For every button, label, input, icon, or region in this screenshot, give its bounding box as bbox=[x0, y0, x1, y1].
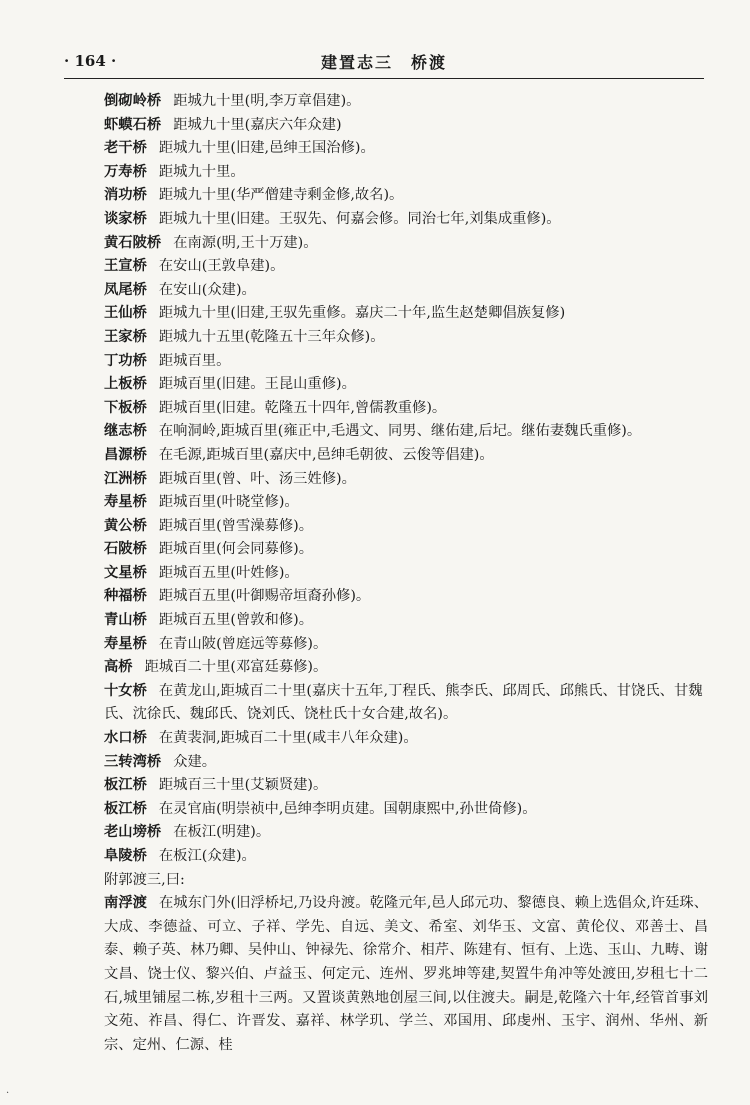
bridge-entry bbox=[76, 585, 708, 609]
page-header bbox=[64, 46, 704, 76]
bridge-entry bbox=[76, 680, 708, 727]
bridge-name: 十女桥 bbox=[104, 682, 147, 699]
bridge-name: 种福桥 bbox=[104, 588, 147, 605]
bridge-desc: 在安山(众建)。 bbox=[158, 281, 256, 298]
ferry-desc: 在城东门外(旧浮桥圮,乃设舟渡。乾隆元年,邑人邱元功、黎德良、赖上选倡众,许廷珠、大成、李德益、可立、子祥、学先、自远、美文、希室、刘华玉、文富、黄伦仪、邓善士、昌泰、赖子英、林乃卿、吴仲山、钟禄先、徐常介、相芹、陈建有、恒有、上选、玉山、九畴、谢文昌、饶士仪、黎兴伯、卢益玉、何定元、连州、罗兆坤等建,契置牛角冲等处渡田,岁租七十二石,城里铺屋二栋,岁租十三两。又置谈黄熟地创屋三间,以住渡夫。嗣是,乾隆六十年,经管首事刘文苑、祚昌、得仁、许晋发、嘉祥、林学玑、学兰、邓国用、邱虔州、玉宇、润州、华州、新宗、定州、仁源、桂 bbox=[104, 895, 708, 1053]
bridge-name: 石陂桥 bbox=[104, 541, 147, 558]
bridge-name: 昌源桥 bbox=[104, 446, 147, 463]
bridge-entry bbox=[76, 845, 708, 869]
bridge-desc: 距城九十里(嘉庆六年众建) bbox=[173, 116, 342, 133]
bridge-entry bbox=[76, 444, 708, 468]
bridge-desc: 距城九十五里(乾隆五十三年众修)。 bbox=[158, 328, 385, 345]
bridge-desc: 距城百里(曾、叶、汤三姓修)。 bbox=[158, 470, 356, 487]
bridge-desc: 距城九十里(华严僧建寺剩金修,故名)。 bbox=[158, 187, 404, 204]
bridge-name: 黄石陂桥 bbox=[104, 234, 162, 251]
bridge-name: 王仙桥 bbox=[104, 305, 147, 322]
bridge-entry bbox=[76, 774, 708, 798]
bridge-desc: 在青山陂(曾庭远等募修)。 bbox=[158, 635, 328, 652]
bridge-name: 下板桥 bbox=[104, 399, 147, 416]
bridge-name: 虾蟆石桥 bbox=[104, 116, 162, 133]
running-title: 建置志三 桥渡 bbox=[320, 53, 447, 72]
bridge-desc: 在灵官庙(明崇祯中,邑绅李明贞建。国朝康熙中,孙世倚修)。 bbox=[158, 800, 537, 817]
bridge-entry bbox=[76, 491, 708, 515]
bridge-desc: 距城百里(叶晓堂修)。 bbox=[158, 494, 299, 511]
bridge-entry bbox=[76, 397, 708, 421]
bridge-entry bbox=[76, 350, 708, 374]
bridge-name: 王宣桥 bbox=[104, 258, 147, 275]
bridge-desc: 在板江(明建)。 bbox=[173, 824, 271, 841]
bridge-desc: 距城百五里(叶姓修)。 bbox=[158, 564, 299, 581]
bridge-name: 老干桥 bbox=[104, 140, 147, 157]
bridge-entry bbox=[76, 821, 708, 845]
bridge-entry bbox=[76, 208, 708, 232]
bridge-name: 高桥 bbox=[104, 659, 133, 676]
bridge-name: 黄公桥 bbox=[104, 517, 147, 534]
bridge-desc: 距城百里(旧建。乾隆五十四年,曾儒教重修)。 bbox=[158, 399, 447, 416]
bridge-name: 寿星桥 bbox=[104, 635, 147, 652]
bridge-name: 上板桥 bbox=[104, 376, 147, 393]
bridge-name: 继志桥 bbox=[104, 423, 147, 440]
bridge-name: 阜陵桥 bbox=[104, 848, 147, 864]
bridge-name: 板江桥 bbox=[104, 777, 147, 794]
bridge-desc: 距城百三十里(艾颖贤建)。 bbox=[158, 777, 328, 794]
bridge-name: 凤尾桥 bbox=[104, 281, 147, 298]
scan-speck: · bbox=[6, 1088, 10, 1099]
bridge-name: 水口桥 bbox=[104, 730, 147, 747]
bridge-desc: 距城百二十里(邓富廷募修)。 bbox=[144, 659, 328, 676]
bridge-entry bbox=[76, 279, 708, 303]
bridge-name: 文星桥 bbox=[104, 564, 147, 581]
bridge-name: 青山桥 bbox=[104, 612, 147, 629]
bridge-desc: 距城九十里(旧建。王驭先、何嘉会修。同治七年,刘集成重修)。 bbox=[158, 210, 561, 227]
page-number: · 164 · bbox=[64, 52, 117, 70]
bridge-name: 万寿桥 bbox=[104, 163, 147, 180]
page-body bbox=[76, 90, 708, 1057]
bridge-desc: 距城九十里(旧建,王驭先重修。嘉庆二十年,监生赵楚卿倡族复修) bbox=[158, 305, 566, 322]
bridge-entry bbox=[76, 161, 708, 185]
bridge-name: 谈家桥 bbox=[104, 210, 147, 227]
bridge-desc: 距城百里(曾雪澡募修)。 bbox=[158, 517, 314, 534]
ferry-name: 南浮渡 bbox=[104, 895, 147, 912]
bridge-desc: 众建。 bbox=[173, 753, 217, 770]
bridge-entry bbox=[76, 137, 708, 161]
bridge-desc: 距城百五里(曾敦和修)。 bbox=[158, 612, 314, 629]
bridge-desc: 在南源(明,王十万建)。 bbox=[173, 234, 318, 251]
bridge-name: 消功桥 bbox=[104, 187, 147, 204]
bridge-desc: 距城百里(旧建。王昆山重修)。 bbox=[158, 376, 356, 393]
bridge-entry bbox=[76, 656, 708, 680]
bridge-entry bbox=[76, 184, 708, 208]
bridge-entry bbox=[76, 420, 708, 444]
bridge-desc: 距城九十里(明,李万章倡建)。 bbox=[173, 93, 361, 109]
bridge-entry bbox=[76, 751, 708, 775]
bridge-desc: 距城百里。 bbox=[158, 352, 231, 369]
bridge-desc: 距城九十里。 bbox=[158, 163, 245, 180]
bridge-entry bbox=[76, 302, 708, 326]
bridge-name: 三转湾桥 bbox=[104, 753, 162, 770]
header-rule bbox=[64, 78, 704, 79]
bridge-entry bbox=[76, 609, 708, 633]
bridge-name: 王家桥 bbox=[104, 328, 147, 345]
bridge-entry bbox=[76, 727, 708, 751]
bridge-desc: 在毛源,距城百里(嘉庆中,邑绅毛朝彼、云俊等倡建)。 bbox=[158, 446, 494, 463]
bridge-entry bbox=[76, 90, 708, 114]
bridge-entry bbox=[76, 798, 708, 822]
bridge-desc: 在黄裴洞,距城百二十里(咸丰八年众建)。 bbox=[158, 730, 418, 747]
bridge-desc: 在板江(众建)。 bbox=[158, 848, 256, 864]
bridge-entry bbox=[76, 232, 708, 256]
bridge-name: 寿星桥 bbox=[104, 494, 147, 511]
bridge-desc: 在黄龙山,距城百二十里(嘉庆十五年,丁程氏、熊李氏、邱周氏、邱熊氏、甘饶氏、甘魏氏、沈徐氏、魏邱氏、饶刘氏、饶杜氏十女合建,故名)。 bbox=[104, 682, 703, 723]
bridge-entry bbox=[76, 468, 708, 492]
ferry-entry bbox=[76, 892, 708, 1057]
bridge-entry bbox=[76, 373, 708, 397]
bridge-name: 板江桥 bbox=[104, 800, 147, 817]
bridge-desc: 在安山(王敦阜建)。 bbox=[158, 258, 285, 275]
bridge-entry bbox=[76, 562, 708, 586]
appendix-intro: 附郭渡三,曰: bbox=[104, 871, 185, 888]
bridge-name: 老山塝桥 bbox=[104, 824, 162, 841]
bridge-desc: 距城百里(何会同募修)。 bbox=[158, 541, 314, 558]
bridge-entry bbox=[76, 538, 708, 562]
bridge-entry bbox=[76, 326, 708, 350]
bridge-entry bbox=[76, 255, 708, 279]
bridge-entry bbox=[76, 633, 708, 657]
bridge-entry bbox=[76, 515, 708, 539]
bridge-name: 倒砌岭桥 bbox=[104, 93, 162, 109]
bridge-desc: 距城百五里(叶御赐帝垣裔孙修)。 bbox=[158, 588, 371, 605]
bridge-entry bbox=[76, 114, 708, 138]
bridge-name: 丁功桥 bbox=[104, 352, 147, 369]
bridge-desc: 在响洞岭,距城百里(雍正中,毛遇文、同男、继佑建,后圮。继佑妻魏氏重修)。 bbox=[158, 423, 642, 440]
bridge-name: 江洲桥 bbox=[104, 470, 147, 487]
bridge-desc: 距城九十里(旧建,邑绅王国治修)。 bbox=[158, 140, 375, 157]
